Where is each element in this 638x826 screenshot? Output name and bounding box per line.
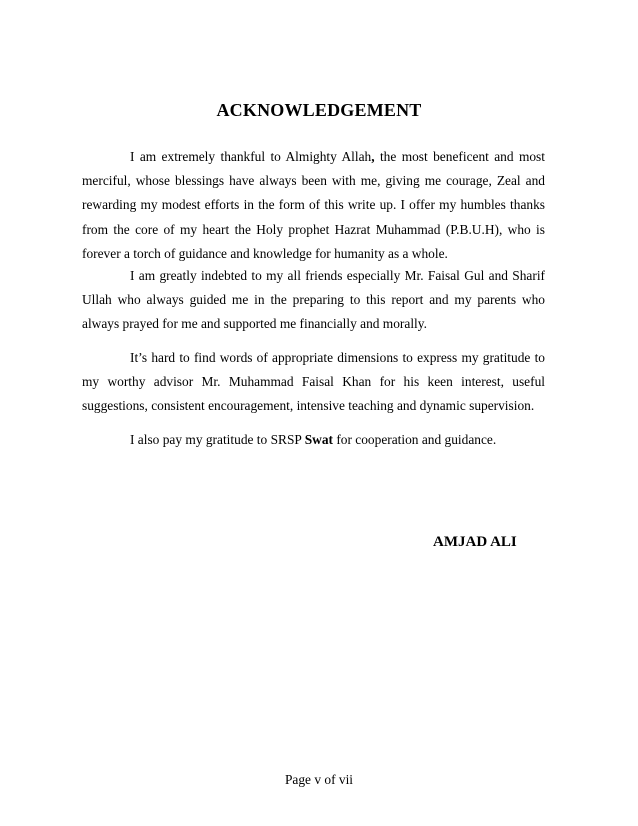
- paragraph-thanks-advisor: [82, 346, 545, 419]
- paragraph-text: I am greatly indebted to my all friends especially Mr. Faisal Gul and Sharif Ullah who always guided me in the preparing to this report and my parents who always prayed for me and supported me financially and morally.: [82, 268, 545, 332]
- paragraph-thanks-friends: [82, 264, 545, 337]
- page-number-footer: Page v of vii: [284, 772, 354, 787]
- page-title: ACKNOWLEDGEMENT: [216, 100, 422, 120]
- paragraph-text: I am extremely thankful to Almighty Allah: [130, 149, 372, 164]
- paragraph-bold-text: Swat: [304, 432, 333, 447]
- paragraph-thanks-allah: [82, 145, 545, 266]
- paragraph-text: I also pay my gratitude to SRSP: [130, 432, 305, 447]
- paragraph-text: the most beneficent and most merciful, whose blessings have always been with me, giving me courage, Zeal and rewarding my modest efforts in the form of this write up. I offer my humbles thanks from the core of my heart the Holy prophet Hazrat Muhammad (P.B.U.H), who is forever a torch of guidance and knowledge for humanity as a whole.: [82, 149, 545, 261]
- paragraph-text: for cooperation and guidance.: [332, 432, 497, 447]
- paragraph-text: It’s hard to find words of appropriate dimensions to express my gratitude to my worthy advisor Mr. Muhammad Faisal Khan for his keen interest, useful suggestions, consistent encouragement, intensive teaching and dynamic supervision.: [82, 350, 545, 414]
- paragraph-thanks-srsp: [82, 428, 545, 452]
- paragraph-bold-text: ,: [371, 149, 375, 164]
- author-signature: AMJAD ALI: [433, 534, 517, 550]
